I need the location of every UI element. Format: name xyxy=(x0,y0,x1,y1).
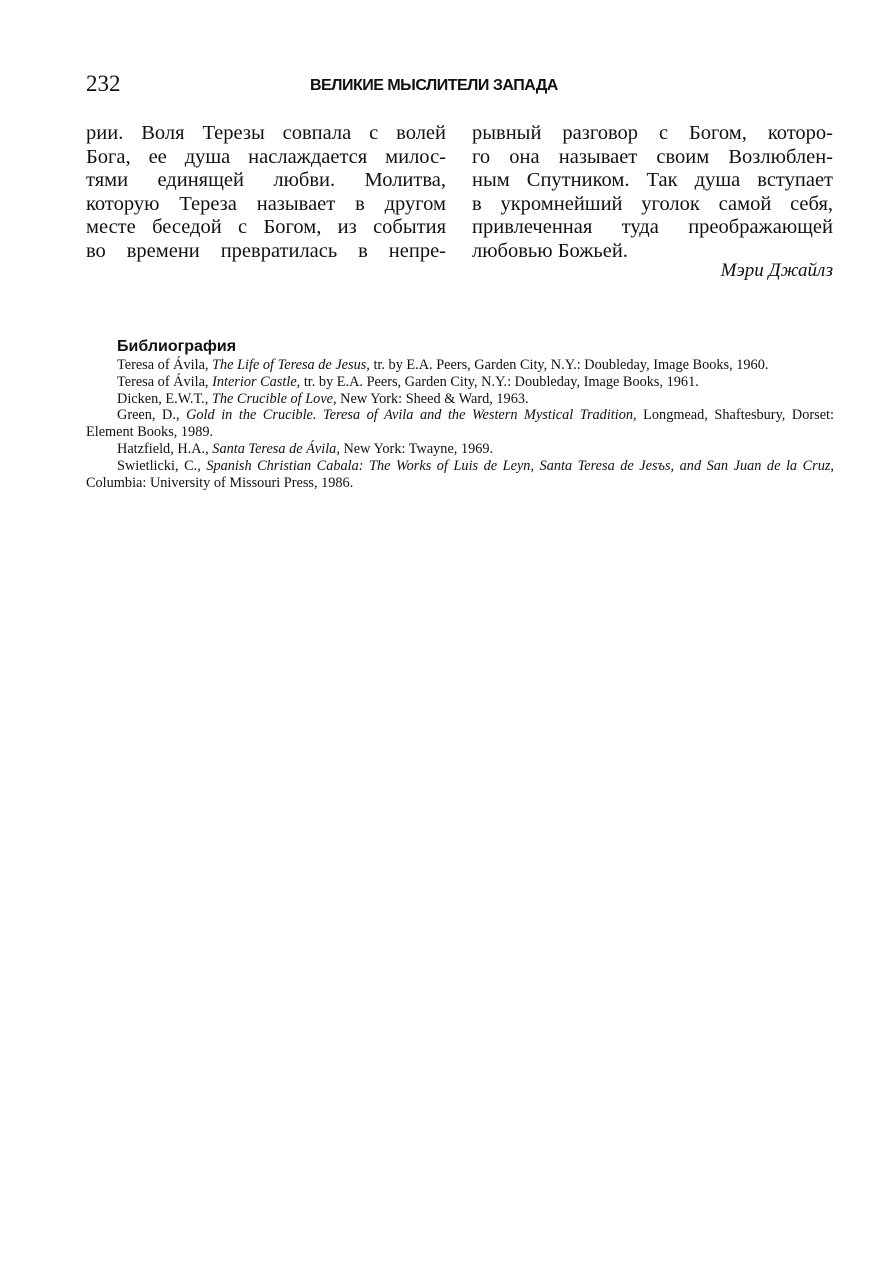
text-line: привлеченная туда преображающей xyxy=(472,216,833,239)
article-author: Мэри Джайлз xyxy=(720,260,833,281)
bibliography-list xyxy=(86,357,834,491)
text-line: Бога, ее душа наслаждается милос- xyxy=(86,145,446,168)
text-column-left xyxy=(86,122,446,264)
page-number: 232 xyxy=(86,71,121,96)
bibliography-entry: Swietlicki, C., Spanish Christian Cabala: The Works of Luis de Leyn, Santa Teresa de Jesъs, and San Juan de la Cruz, Columbia: University of Missouri Press, 1986. xyxy=(86,457,834,491)
bibliography-heading: Библиография xyxy=(117,338,237,355)
text-column-right xyxy=(472,122,833,264)
text-line: в укромнейший уголок самой себя, xyxy=(472,192,833,215)
text-line: рии. Воля Терезы совпала с волей xyxy=(86,122,446,144)
bibliography-entry: Dicken, E.W.T., The Crucible of Love, New York: Sheed & Ward, 1963. xyxy=(117,390,529,407)
bibliography-entry: Green, D., Gold in the Crucible. Teresa of Avila and the Western Mystical Tradition, Longmead, Shaftesbury, Dorset: Element Books, 1989. xyxy=(86,407,834,441)
running-title: ВЕЛИКИЕ МЫСЛИТЕЛИ ЗАПАДА xyxy=(310,77,558,94)
text-line: месте беседой с Богом, из события xyxy=(86,216,446,239)
text-line: во времени превратилась в непре- xyxy=(86,239,446,262)
text-line: ным Спутником. Так душа вступает xyxy=(472,169,833,192)
bibliography-entry: Teresa of Ávila, The Life of Teresa de Jesus, tr. by E.A. Peers, Garden City, N.Y.: Doubleday, Image Books, 1960. xyxy=(117,357,769,373)
bibliography-entry: Hatzfield, H.A., Santa Teresa de Ávila, New York: Twayne, 1969. xyxy=(117,440,494,457)
bibliography-entry: Teresa of Ávila, Interior Castle, tr. by E.A. Peers, Garden City, N.Y.: Doubleday, Image Books, 1961. xyxy=(117,373,699,390)
text-line: рывный разговор с Богом, которо- xyxy=(472,122,833,144)
text-line: которую Тереза называет в другом xyxy=(86,192,446,215)
text-line: тями единящей любви. Молитва, xyxy=(86,169,446,192)
text-line: любовью Божьей. xyxy=(472,239,628,262)
text-line: го она называет своим Возлюблен- xyxy=(472,145,833,168)
